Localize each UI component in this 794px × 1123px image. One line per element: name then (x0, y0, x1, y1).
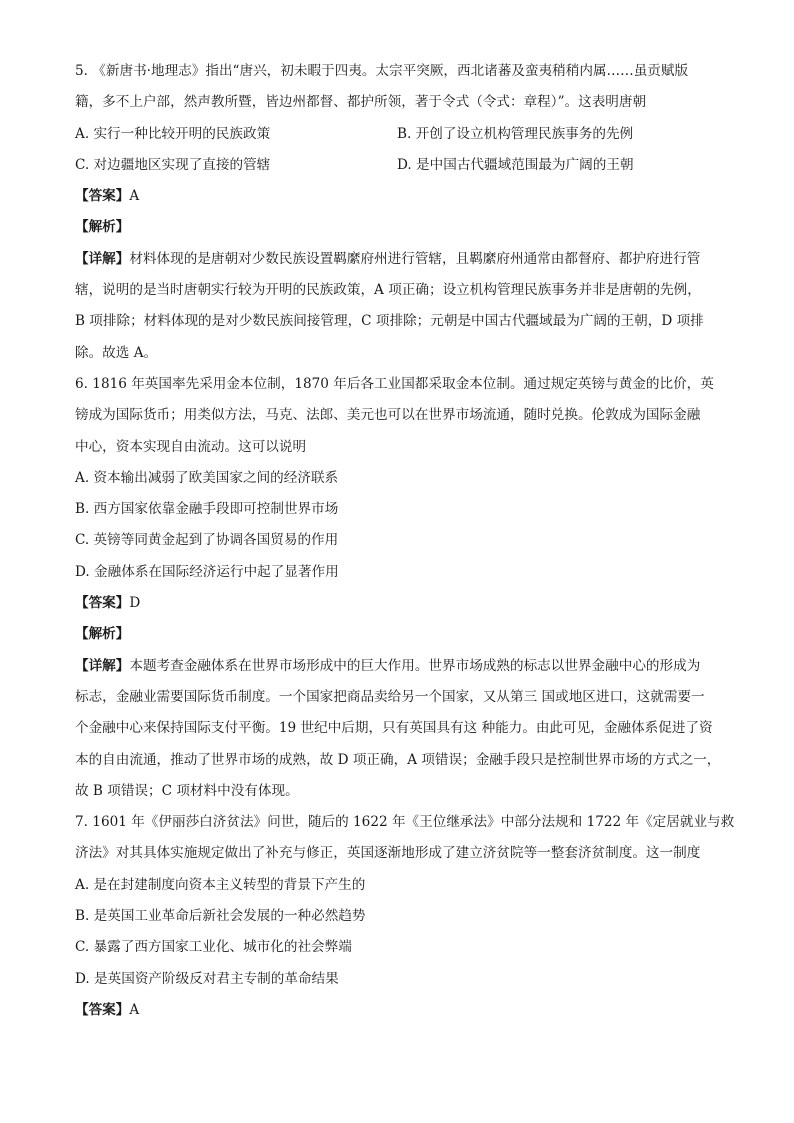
option-d: D. 是英国资产阶级反对君主专制的革命结果 (75, 970, 339, 987)
question-stem-line: 中心，资本实现自由流动。这可以说明 (75, 438, 307, 455)
answer-line (75, 181, 725, 212)
detail-line: 故 B 项错误；C 项材料中没有体现。 (75, 782, 299, 799)
detail-line: 个金融中心来保持国际支付平衡。19 世纪中后期，只有英国具有这 种能力。由此可见，金融体系促进了资 (75, 720, 713, 737)
detail-line: 辖，说明的是当时唐朝实行较为开明的民族政策，A 项正确；设立机构管理民族事务并非是唐朝的先例， (75, 282, 701, 299)
question-5 (75, 56, 725, 369)
detail-line: 标志，金融业需要国际货币制度。一个国家把商品卖给另一个国家，又从第三 国或地区进口，这就需要一 (75, 688, 705, 705)
question-stem-line: 镑成为国际货币；用类似方法，马克、法郎、美元也可以在世界市场流通，随时兑换。伦敦成为国际金融 (75, 407, 701, 424)
option-a: A. 是在封建制度向资本主义转型的背景下产生的 (75, 876, 366, 893)
option-d: D. 金融体系在国际经济运行中起了显著作用 (75, 563, 339, 580)
option-b: B. 西方国家依靠金融手段即可控制世界市场 (75, 501, 339, 518)
question-stem-line: 7. 1601 年《伊丽莎白济贫法》问世，随后的 1622 年《王位继承法》中部分法规和 1722 年《定居就业与救 (75, 814, 735, 831)
analysis-label: 【解析】 (75, 219, 130, 236)
answer-value: D (129, 595, 141, 612)
answer-label: 【答案】 (75, 188, 130, 205)
answer-value: A (129, 188, 140, 205)
option-b: B. 开创了设立机构管理民族事务的先例 (397, 125, 634, 142)
detail-label: 【详解】 (75, 657, 130, 674)
analysis-line (75, 619, 725, 650)
detail-line (75, 244, 725, 275)
option-d: D. 是中国古代疆域范围最为广阔的王朝 (397, 156, 634, 173)
detail-text: 本题考查金融体系在世界市场形成中的巨大作用。世界市场成熟的标志以世界金融中心的形成为 (129, 657, 701, 674)
answer-line (75, 995, 725, 1026)
answer-line (75, 588, 725, 619)
detail-label: 【详解】 (75, 250, 130, 267)
option-a: A. 实行一种比较开明的民族政策 (75, 125, 271, 142)
analysis-line (75, 212, 725, 243)
option-a: A. 资本输出减弱了欧美国家之间的经济联系 (75, 469, 339, 486)
answer-label: 【答案】 (75, 1001, 130, 1018)
options-row (75, 119, 725, 150)
detail-line: 本的自由流通，推动了世界市场的成熟，故 D 项正确，A 项错误；金融手段只是控制世界市场的方式之一， (75, 751, 721, 768)
question-6 (75, 369, 725, 807)
detail-line: 除。故选 A。 (75, 344, 158, 361)
question-stem-line: 济法》对其具体实施规定做出了补充与修正，英国逐渐地形成了建立济贫院等一整套济贫制度。这一制度 (75, 845, 701, 862)
answer-label: 【答案】 (75, 595, 130, 612)
options-row (75, 150, 725, 181)
question-stem-line: 6. 1816 年英国率先采用金本位制，1870 年后各工业国都采取金本位制。通过规定英镑与黄金的比价，英 (75, 375, 714, 392)
option-c: C. 对边疆地区实现了直接的管辖 (75, 156, 271, 173)
option-c: C. 暴露了西方国家工业化、城市化的社会弊端 (75, 939, 352, 956)
document-page (75, 56, 735, 1026)
option-b: B. 是英国工业革命后新社会发展的一种必然趋势 (75, 908, 366, 925)
question-stem-line: 5. 《新唐书·地理志》指出“唐兴，初未暇于四夷。太宗平突厥，西北诸蕃及蛮夷稍稍内属……虽贡赋版 (75, 63, 689, 79)
detail-text: 材料体现的是唐朝对少数民族设置羁縻府州进行管辖，且羁縻府州通常由都督府、都护府进行管 (129, 250, 701, 267)
detail-line: B 项排除；材料体现的是对少数民族间接管理，C 项排除；元朝是中国古代疆域最为广阔的王朝，D 项排 (75, 313, 704, 330)
analysis-label: 【解析】 (75, 626, 130, 643)
answer-value: A (129, 1001, 140, 1018)
detail-line (75, 651, 725, 682)
question-7 (75, 807, 735, 1026)
question-stem-line: 籍，多不上户部，然声教所暨，皆边州都督、都护所领，著于令式（令式：章程）”。这表明唐朝 (75, 94, 647, 111)
option-c: C. 英镑等同黄金起到了协调各国贸易的作用 (75, 532, 339, 549)
